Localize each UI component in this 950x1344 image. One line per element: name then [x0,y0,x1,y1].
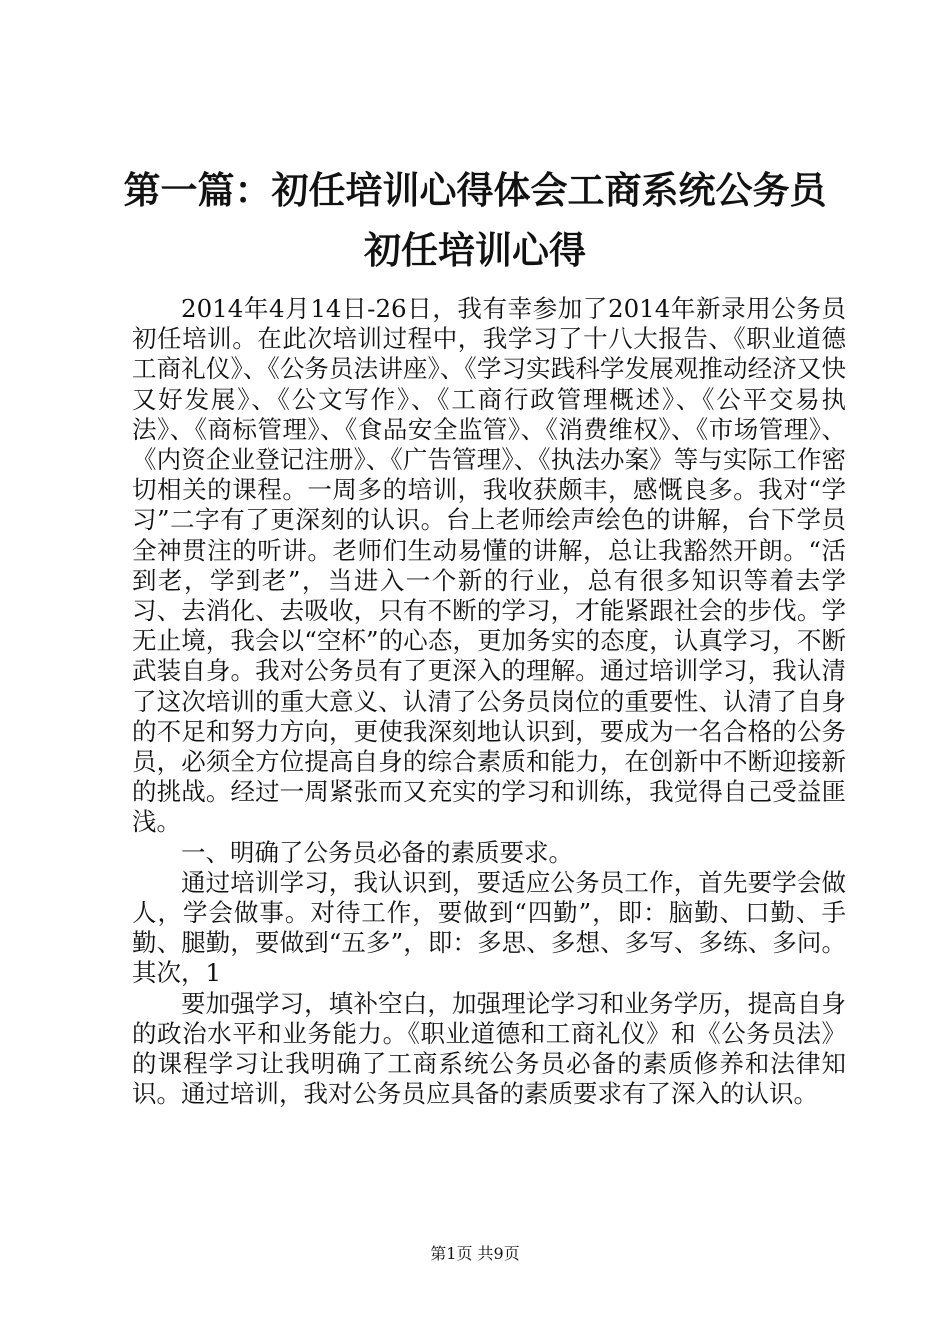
paragraph-requirements: 通过培训学习，我认识到，要适应公务员工作，首先要学会做人，学会做事。对待工作，要做到“四勤”，即：脑勤、口勤、手勤、腿勤，要做到“五多”，即：多思、多想、多写、多练、多问。其次，1 [132,867,846,988]
paragraph-intro: 2014年4月14日-26日，我有幸参加了2014年新录用公务员初任培训。在此次培训过程中，我学习了十八大报告、《职业道德工商礼仪》、《公务员法讲座》、《学习实践科学发展观推动经济又快又好发展》、《公文写作》、《工商行政管理概述》、《公平交易执法》、《商标管理》、《食品安全监管》、《消费维权》、《市场管理》、《内资企业登记注册》、《广告管理》、《执法办案》等与实际工作密切相关的课程。一周多的培训，我收获颇丰，感慨良多。我对“学习”二字有了更深刻的认识。台上老师绘声绘色的讲解，台下学员全神贯注的听讲。老师们生动易懂的讲解，总让我豁然开朗。“活到老，学到老”，当进入一个新的行业，总有很多知识等着去学习、去消化、去吸收，只有不断的学习，才能紧跟社会的步伐。学无止境，我会以“空杯”的心态，更加务实的态度，认真学习，不断武装自身。我对公务员有了更深入的理解。通过培训学习，我认清了这次培训的重大意义、认清了公务员岗位的重要性、认清了自身的不足和努力方向，更使我深刻地认识到，要成为一名合格的公务员，必须全方位提高自身的综合素质和能力，在创新中不断迎接新的挑战。经过一周紧张而又充实的学习和训练，我觉得自己受益匪浅。 [132,294,846,837]
paragraph-study: 要加强学习，填补空白，加强理论学习和业务学历，提高自身的政治水平和业务能力。《职业道德和工商礼仪》和《公务员法》的课程学习让我明确了工商系统公务员必备的素质修养和法律知识。通过培训，我对公务员应具备的素质要求有了深入的认识。 [132,988,846,1109]
document-title: 第一篇：初任培训心得体会工商系统公务员初任培训心得 [123,168,827,272]
page-footer: 第1页 共9页 [430,1244,520,1263]
paragraph-section-heading: 一、明确了公务员必备的素质要求。 [181,837,573,867]
document-body [132,294,846,1109]
